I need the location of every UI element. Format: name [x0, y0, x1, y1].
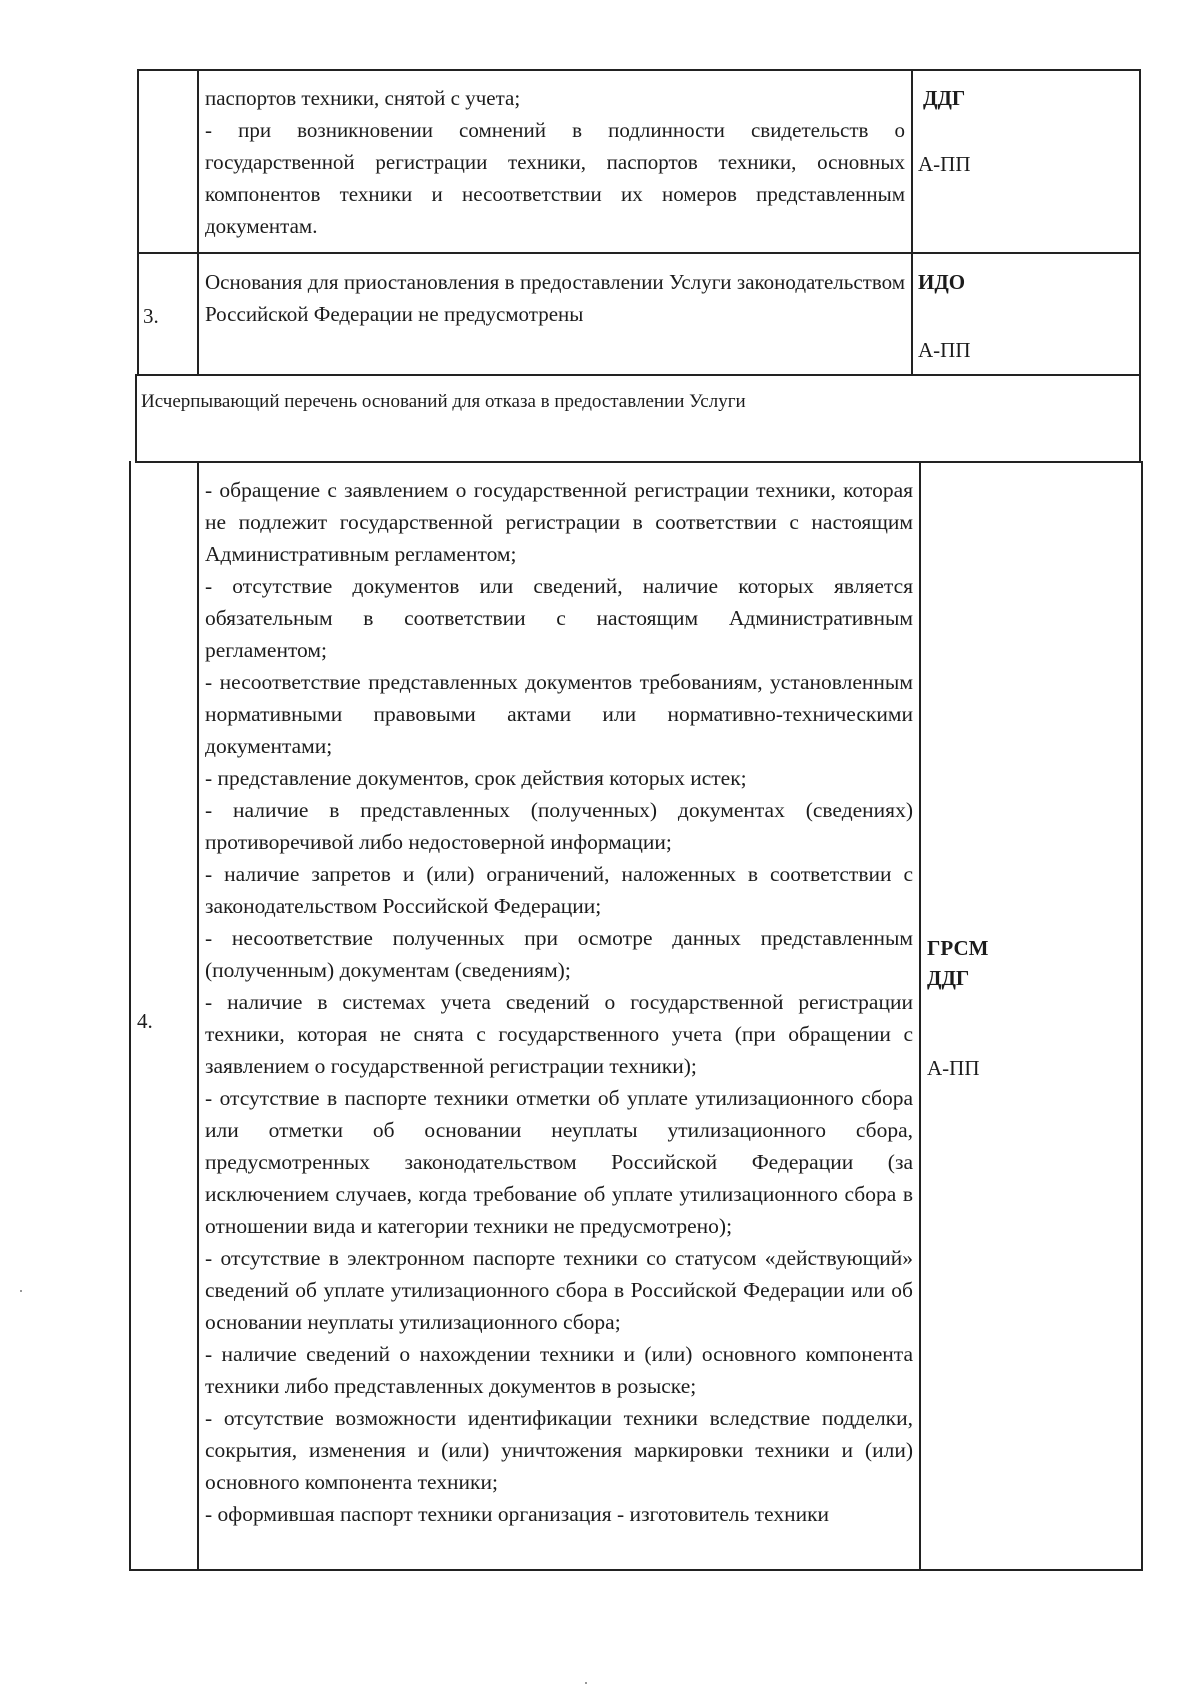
row-divider [137, 374, 1141, 376]
row-divider [137, 252, 1141, 254]
list-item: - отсутствие в электронном паспорте техники со статусом «действующий» сведений об уплате утилизационного сбора в Российской Федерации или об основании неуплаты утилизационного сбора; [205, 1246, 913, 1334]
section-title: Исчерпывающий перечень оснований для отказа в предоставлении Услуги [141, 391, 746, 412]
row4-text [205, 474, 913, 1530]
list-item: - несоответствие представленных документов требованиям, установленным нормативными правовыми актами или нормативно-техническими документами; [205, 670, 913, 758]
list-item: - наличие запретов и (или) ограничений, наложенных в соответствии с законодательством Российской Федерации; [205, 862, 913, 918]
table-border-left [129, 461, 131, 1571]
row3-code: А-ПП [918, 338, 971, 362]
list-item: - представление документов, срок действия которых истек; [205, 766, 747, 790]
list-item: - отсутствие возможности идентификации техники вследствие подделки, сокрытия, изменения и (или) уничтожения маркировки техники и (или) основного компонента техники; [205, 1406, 913, 1494]
prev-row-line: паспортов техники, снятой с учета; [205, 86, 521, 110]
table-border-right [1139, 69, 1141, 376]
row3-text: Основания для приостановления в предоставлении Услуги законодательством Российской Федерации не предусмотрены [205, 270, 905, 326]
prev-row-text [205, 82, 905, 242]
column-divider [197, 461, 199, 1571]
table-border-right [1139, 374, 1141, 463]
row-number: 4. [137, 1009, 153, 1033]
row3-code: ИДО [918, 270, 966, 294]
list-item: - отсутствие в паспорте техники отметки об уплате утилизационного сбора или отметки об основании неуплаты утилизационного сбора, предусмотренных законодательством Российской Федерации (за исключением случаев, когда требование об уплате утилизационного сбора в отношении вида и категории техники не предусмотрено); [205, 1086, 913, 1238]
list-item: - отсутствие документов или сведений, наличие которых является обязательным в соответствии с настоящим Административным регламентом; [205, 574, 913, 662]
row4-code: А-ПП [927, 1056, 980, 1080]
prev-row-code: ДДГ [923, 86, 966, 110]
list-item: - несоответствие полученных при осмотре данных представленным (полученным) документам (сведениям); [205, 926, 913, 982]
prev-row-line: - при возникновении сомнений в подлинности свидетельств о государственной регистрации техники, паспортов техники, основных компонентов техники и несоответствии их номеров представленным документам. [205, 118, 905, 238]
table-border-left [137, 69, 139, 376]
column-divider [197, 69, 199, 376]
row4-code: ГРСМ [927, 936, 989, 960]
column-divider [911, 69, 913, 376]
scan-speck [585, 1682, 587, 1684]
list-item: - наличие в представленных (полученных) документах (сведениях) противоречивой либо недостоверной информации; [205, 798, 913, 854]
prev-row-code: А-ПП [918, 152, 971, 176]
column-divider [919, 461, 921, 1571]
list-item: - обращение с заявлением о государственной регистрации техники, которая не подлежит государственной регистрации в соответствии с настоящим Административным регламентом; [205, 478, 913, 566]
row-divider [137, 461, 1141, 463]
row4-code: ДДГ [927, 966, 970, 990]
scan-speck [20, 1290, 22, 1292]
table-border-bottom [129, 1569, 1143, 1571]
table-border-left [135, 374, 137, 463]
list-item: - оформившая паспорт техники организация - изготовитель техники [205, 1502, 830, 1526]
table-border-right [1141, 461, 1143, 1571]
list-item: - наличие сведений о нахождении техники и (или) основного компонента техники либо представленных документов в розыске; [205, 1342, 913, 1398]
list-item: - наличие в системах учета сведений о государственной регистрации техники, которая не снята с государственного учета (при обращении с заявлением о государственной регистрации техники); [205, 990, 913, 1078]
table-border-top [137, 69, 1141, 71]
row-number: 3. [143, 304, 159, 328]
